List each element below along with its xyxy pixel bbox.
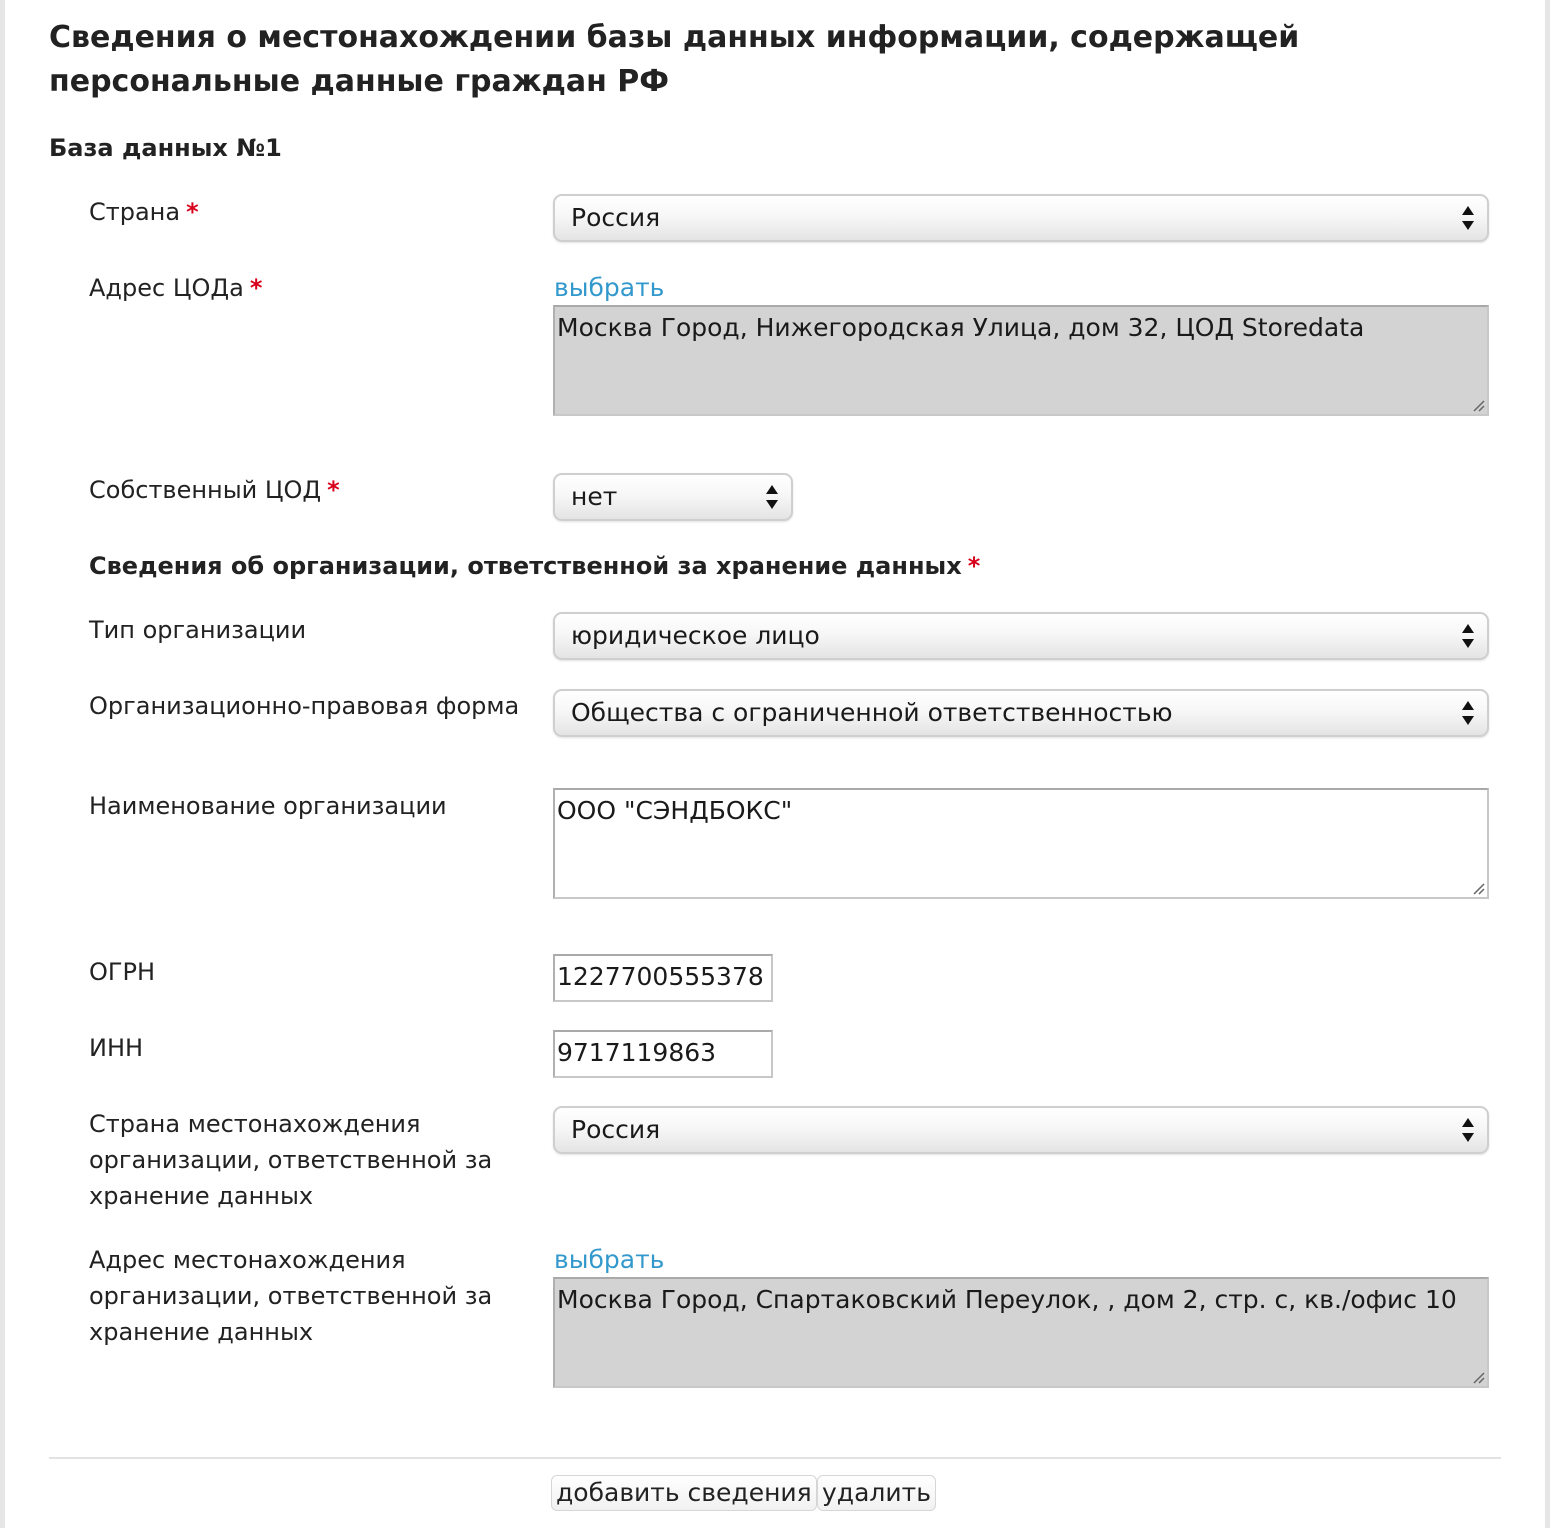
legal-form-select-value: Общества с ограниченной ответственностью <box>571 698 1173 727</box>
organization-heading: Сведения об организации, ответственной за хранение данных * <box>89 552 981 580</box>
dc-address-label: Адрес ЦОДа * <box>89 274 263 302</box>
divider <box>49 1457 1501 1459</box>
required-mark: * <box>249 274 263 302</box>
window-frame-right <box>1545 0 1550 1528</box>
org-name-label: Наименование организации <box>89 792 447 820</box>
select-arrows-icon <box>1461 203 1475 233</box>
resize-grip-icon[interactable] <box>1471 398 1485 412</box>
window-frame-left <box>0 0 5 1528</box>
ogrn-input[interactable]: 1227700555378 <box>553 954 773 1002</box>
own-dc-select-value: нет <box>571 482 618 511</box>
org-country-select[interactable] <box>553 1106 1489 1154</box>
org-type-select-value: юридическое лицо <box>571 621 820 650</box>
select-arrows-icon <box>1461 698 1475 728</box>
resize-grip-icon[interactable] <box>1471 1370 1485 1384</box>
own-dc-select[interactable] <box>553 473 793 521</box>
page-title: Сведения о местонахождении базы данных информации, содержащей персональные данные граждан РФ <box>49 20 1300 99</box>
inn-input[interactable]: 9717119863 <box>553 1030 773 1078</box>
delete-button[interactable]: удалить <box>817 1475 936 1511</box>
required-mark: * <box>967 552 981 580</box>
select-arrows-icon <box>1461 621 1475 651</box>
ogrn-label: ОГРН <box>89 958 156 986</box>
org-name-value: ООО "СЭНДБОКС" <box>557 796 793 825</box>
database-heading: База данных №1 <box>49 134 282 162</box>
own-dc-label: Собственный ЦОД * <box>89 476 340 504</box>
org-address-textarea[interactable] <box>553 1277 1489 1388</box>
dc-address-choose-link[interactable]: выбрать <box>554 273 665 302</box>
country-label: Страна * <box>89 198 199 226</box>
required-mark: * <box>327 476 340 504</box>
org-type-select[interactable] <box>553 612 1489 660</box>
select-arrows-icon <box>765 482 779 512</box>
inn-label: ИНН <box>89 1034 144 1062</box>
org-country-label: Страна местонахождения организации, ответственной за хранение данных <box>89 1110 493 1210</box>
dc-address-value: Москва Город, Нижегородская Улица, дом 32, ЦОД Storedata <box>557 313 1365 342</box>
org-address-value: Москва Город, Спартаковский Переулок, , дом 2, стр. с, кв./офис 10 <box>557 1285 1457 1314</box>
org-address-choose-link[interactable]: выбрать <box>554 1245 665 1274</box>
org-country-select-value: Россия <box>571 1115 661 1144</box>
required-mark: * <box>186 198 199 226</box>
org-address-label: Адрес местонахождения организации, ответственной за хранение данных <box>89 1246 493 1346</box>
org-type-label: Тип организации <box>89 616 307 644</box>
add-info-button[interactable]: добавить сведения <box>551 1475 817 1511</box>
country-select-value: Россия <box>571 203 661 232</box>
select-arrows-icon <box>1461 1115 1475 1145</box>
org-name-textarea[interactable] <box>553 788 1489 899</box>
dc-address-textarea[interactable] <box>553 305 1489 416</box>
legal-form-label: Организационно-правовая форма <box>89 692 520 720</box>
country-select[interactable] <box>553 194 1489 242</box>
resize-grip-icon[interactable] <box>1471 881 1485 895</box>
legal-form-select[interactable] <box>553 689 1489 737</box>
